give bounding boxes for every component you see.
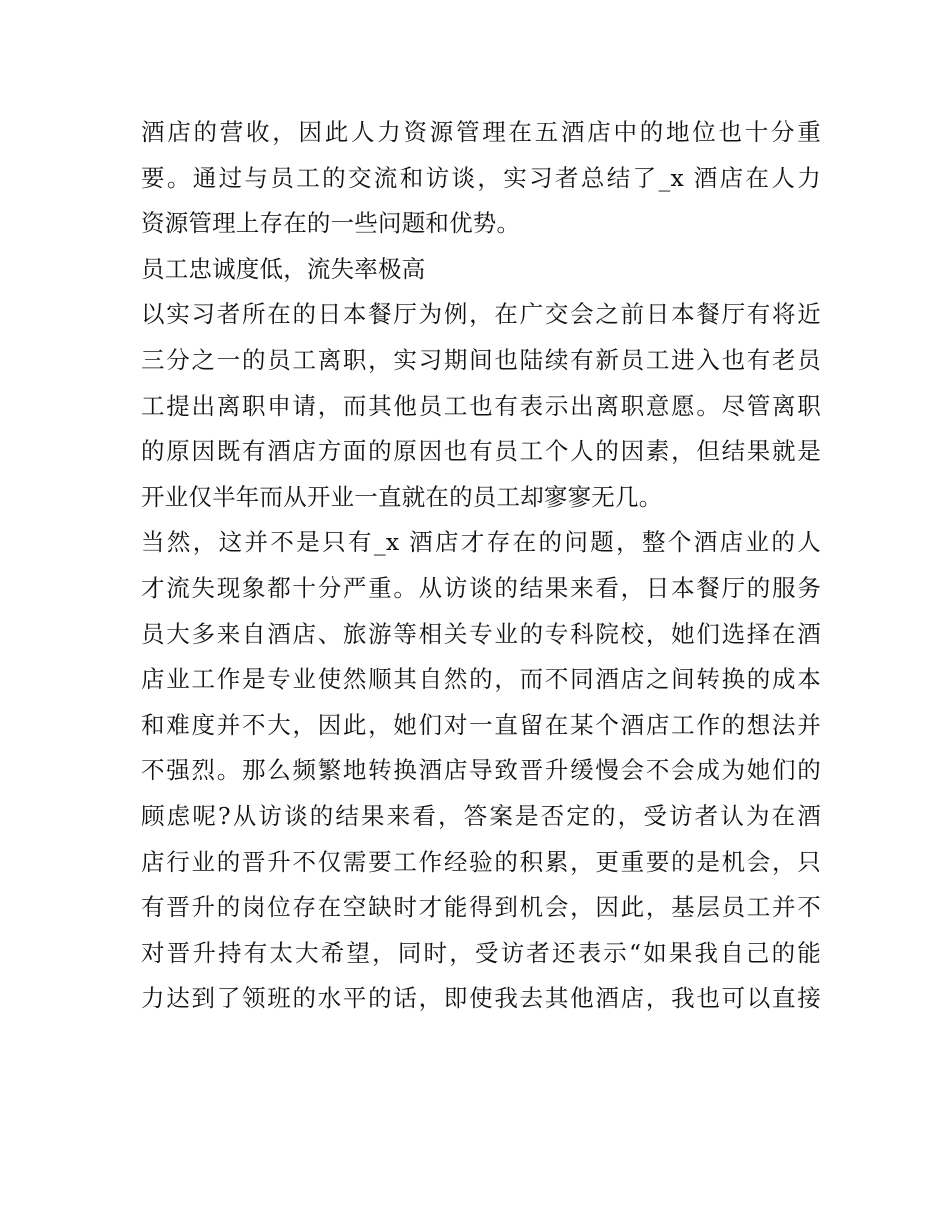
text-line: 的原因既有酒店方面的原因也有员工个人的因素，但结果就是 xyxy=(141,437,821,466)
text-line: 和难度并不大，因此，她们对一直留在某个酒店工作的想法并 xyxy=(141,710,821,739)
text-line: 才流失现象都十分严重。从访谈的结果来看，日本餐厅的服务 xyxy=(141,573,821,602)
text-line: 以实习者所在的日本餐厅为例，在广交会之前日本餐厅有将近 xyxy=(141,300,821,329)
document-body xyxy=(141,110,821,1022)
text-line: 对晋升持有太大希望，同时，受访者还表示“如果我自己的能 xyxy=(141,938,821,967)
text-line: 力达到了领班的水平的话，即使我去其他酒店，我也可以直接 xyxy=(141,984,821,1013)
text-line: 员大多来自酒店、旅游等相关专业的专科院校，她们选择在酒 xyxy=(141,619,821,648)
text-line: 要。通过与员工的交流和访谈，实习者总结了_x 酒店在人力 xyxy=(141,163,821,192)
text-line: 工提出离职申请，而其他员工也有表示出离职意愿。尽管离职 xyxy=(141,391,821,420)
text-line: 当然，这并不是只有_x 酒店才存在的问题，整个酒店业的人 xyxy=(141,528,821,557)
text-line: 开业仅半年而从开业一直就在的员工却寥寥无几。 xyxy=(141,482,663,511)
section-heading: 员工忠诚度低，流失率极高 xyxy=(141,254,426,283)
text-line: 店业工作是专业使然顺其自然的，而不同酒店之间转换的成本 xyxy=(141,665,821,694)
text-line: 顾虑呢?从访谈的结果来看，答案是否定的，受访者认为在酒 xyxy=(141,801,821,830)
text-line: 资源管理上存在的一些问题和优势。 xyxy=(141,209,521,238)
text-line: 三分之一的员工离职，实习期间也陆续有新员工进入也有老员 xyxy=(141,345,821,374)
text-line: 酒店的营收，因此人力资源管理在五酒店中的地位也十分重 xyxy=(141,118,821,146)
text-line: 不强烈。那么频繁地转换酒店导致晋升缓慢会不会成为她们的 xyxy=(141,756,821,785)
text-line: 有晋升的岗位存在空缺时才能得到机会，因此，基层员工并不 xyxy=(141,893,821,922)
text-line: 店行业的晋升不仅需要工作经验的积累，更重要的是机会，只 xyxy=(141,847,821,876)
